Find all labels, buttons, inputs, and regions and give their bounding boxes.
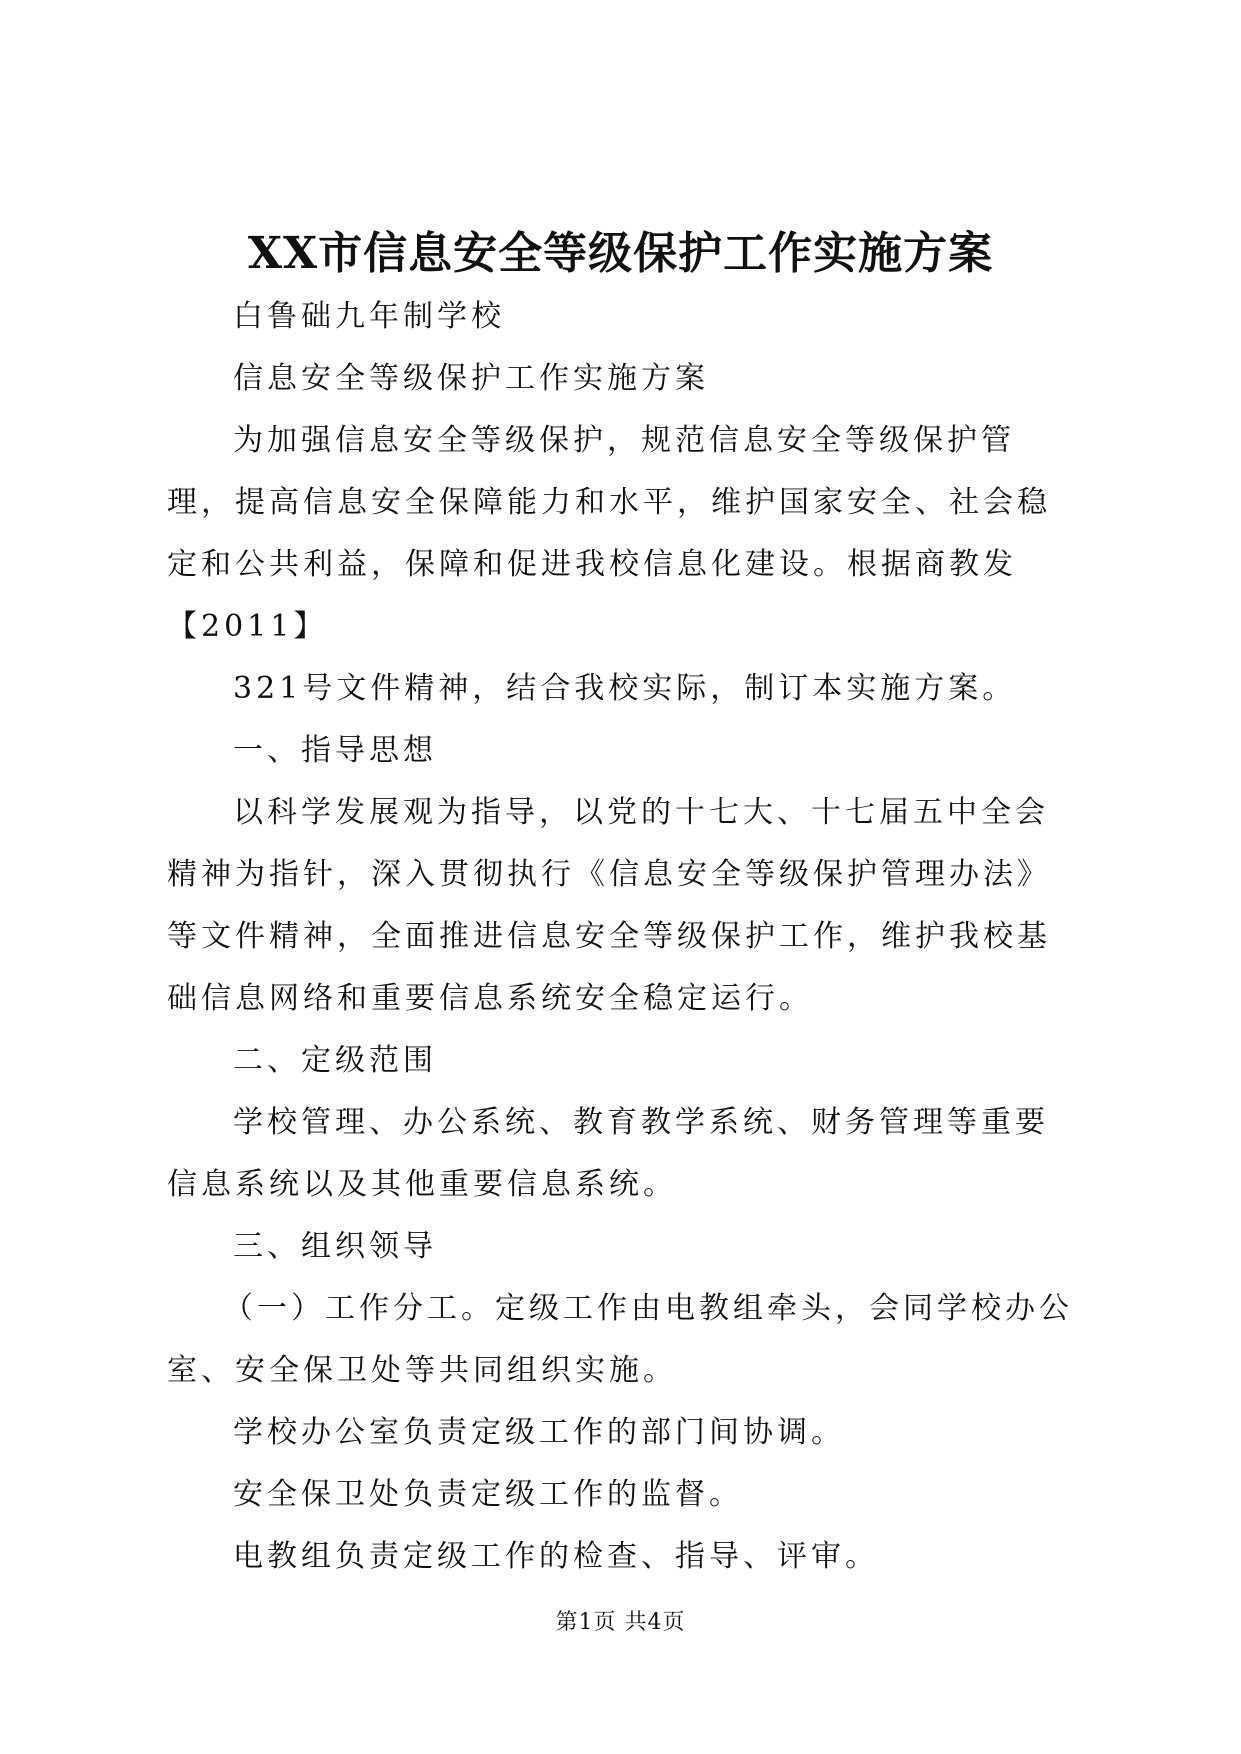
section-heading-organization: 三、组织领导 (233, 1229, 437, 1264)
document-body (167, 286, 1077, 1588)
work-division-paragraph: （一）工作分工。定级工作由电教组牵头，会同学校办公室、安全保卫处等共同组织实施。 (167, 1291, 1073, 1388)
section-heading-guiding-ideology: 一、指导思想 (233, 733, 437, 768)
subtitle: 信息安全等级保护工作实施方案 (233, 361, 709, 396)
office-duty-paragraph: 学校办公室负责定级工作的部门间协调。 (233, 1415, 845, 1450)
document-title: XX市信息安全等级保护工作实施方案 (247, 228, 994, 279)
intro-paragraph-continued: 321号文件精神，结合我校实际，制订本实施方案。 (233, 671, 1017, 706)
page-footer: 第1页 共4页 (555, 1610, 686, 1635)
section-heading-grading-scope: 二、定级范围 (233, 1043, 437, 1078)
av-group-duty-paragraph: 电教组负责定级工作的检查、指导、评审。 (233, 1539, 879, 1574)
security-duty-paragraph: 安全保卫处负责定级工作的监督。 (233, 1477, 743, 1512)
school-name: 白鲁础九年制学校 (233, 299, 505, 334)
intro-paragraph: 为加强信息安全等级保护，规范信息安全等级保护管理，提高信息安全保障能力和水平，维护国家安全、社会稳定和公共利益，保障和促进我校信息化建设。根据商教发【2011】 (167, 423, 1051, 644)
grading-scope-paragraph: 学校管理、办公系统、教育教学系统、财务管理等重要信息系统以及其他重要信息系统。 (167, 1105, 1049, 1202)
guiding-ideology-paragraph: 以科学发展观为指导，以党的十七大、十七届五中全会精神为指针，深入贯彻执行《信息安全等级保护管理办法》等文件精神，全面推进信息安全等级保护工作，维护我校基础信息网络和重要信息系统安全稳定运行。 (167, 795, 1051, 1016)
